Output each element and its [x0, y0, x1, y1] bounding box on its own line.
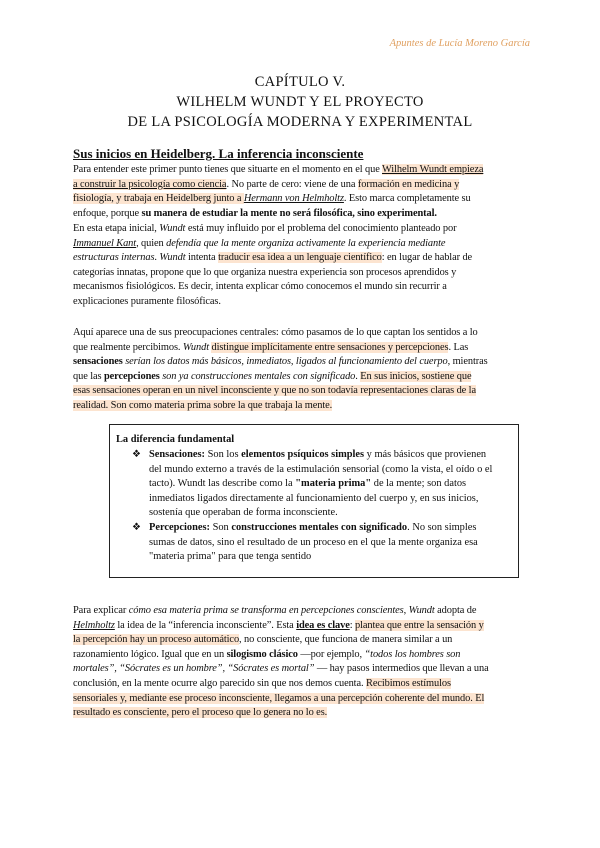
chapter-number: CAPÍTULO V. [254, 74, 346, 90]
text: , no consciente, que funciona de manera similar a un [239, 634, 453, 646]
italic-text: mortales”, “Sócrates es un hombre”, “Sócrates es mortal” [73, 663, 315, 675]
highlight: resultado es consciente, pero el proceso que lo genera no lo es. [73, 707, 328, 719]
text: Para explicar [73, 605, 129, 616]
text: Para entender este primer punto tienes que situarte en el momento en el que [73, 164, 383, 175]
text: Son [209, 522, 232, 533]
text: . Las [448, 341, 469, 353]
highlight: plantea que entre la sensación y [355, 619, 484, 631]
highlight: sensoriales y, mediante ese proceso inconsciente, llegamos a una percepción coherente del mundo. El [73, 692, 485, 704]
chapter-title-line-1: WILHELM WUNDT Y EL PROYECTO [176, 94, 424, 110]
paragraph-4 [73, 604, 525, 721]
text: : [349, 619, 356, 631]
text: conclusión, en la mente ocurre algo parecido sin que nos demos cuenta. [73, 677, 366, 689]
highlight: fisiología, y trabaja en Heidelberg junto a [73, 193, 244, 205]
highlight: distingue implícitamente entre sensaciones y percepciones [211, 341, 449, 353]
text: del mundo externo a través de la estimulación sensorial (como la vista, el oído o el [149, 463, 493, 475]
text: inmediatos ligados directamente al funcionamiento del cuerpo y, en sus inicios, [149, 492, 479, 504]
highlight: esas sensaciones operan en un nivel inconsciente y que no son todavía representaciones claras de la [73, 385, 476, 397]
person-name: Wundt [182, 341, 209, 353]
paragraph-3 [73, 326, 525, 414]
text: Son los [205, 449, 242, 460]
section-heading: Sus inicios en Heidelberg. La inferencia inconsciente [73, 146, 364, 161]
text: que realmente percibimos. [73, 341, 183, 353]
text: y más básicos que provienen [364, 449, 487, 460]
text: — hay pasos intermedios que llevan a una [314, 663, 489, 675]
text: de la mente; son datos [371, 478, 467, 490]
italic-text: son ya construcciones mentales con significado [159, 370, 356, 382]
text: tacto). Wundt las describe como la [149, 478, 296, 490]
text: Aquí aparece una de sus preocupaciones centrales: cómo pasamos de lo que captan los sentidos a lo [73, 327, 478, 338]
person-name: Helmholtz [73, 619, 115, 631]
diamond-bullet-icon: ❖ [132, 449, 141, 460]
bold-text: elementos psíquicos simples [241, 449, 365, 460]
person-name: Hermann von Helmholtz [243, 193, 344, 205]
bold-text: idea es clave [296, 619, 350, 631]
text: categorías innatas, propone que lo que organiza nuestra experiencia son procesos aprendidos y [73, 266, 457, 278]
bold-text: su manera de estudiar la mente no será filosófica, sino experimental. [141, 207, 437, 219]
text: . [355, 370, 361, 382]
text: , quien [136, 237, 167, 249]
bold-text: "materia prima" [295, 478, 372, 490]
italic-text: “todos los hombres son [364, 648, 461, 660]
highlight: formación en medicina y [357, 178, 460, 190]
text: explicaciones puramente filosóficas. [73, 295, 221, 307]
text: intenta [185, 252, 219, 264]
text: que las [73, 370, 104, 382]
text: está muy influido por el problema del conocimiento planteado por [185, 223, 457, 234]
text: mecanismos fisiológicos. Es decir, intenta explicar cómo conocemos el mundo sin recurrir a [73, 281, 447, 293]
text: —por ejemplo, [297, 648, 365, 660]
paragraph-2 [73, 222, 525, 310]
diamond-bullet-icon: ❖ [132, 522, 141, 533]
bold-text: construcciones mentales con significado [231, 522, 408, 533]
highlight: Wilhelm Wundt empieza [382, 164, 484, 175]
text: , mientras [447, 356, 488, 368]
text: En esta etapa inicial, [73, 223, 160, 234]
bold-text: percepciones [103, 370, 160, 382]
paragraph-1 [73, 163, 525, 221]
text: sostenía que operaban de forma inconsciente. [149, 507, 338, 519]
italic-text: estructuras internas [73, 252, 155, 264]
text: la idea de la “inferencia inconsciente”. Esta [114, 619, 297, 631]
text: , [403, 605, 409, 616]
person-name: Wundt [159, 223, 186, 234]
person-name: Wundt [408, 605, 435, 616]
summary-box [109, 424, 519, 578]
text: "materia prima" para que tenga sentido [149, 551, 312, 563]
text: : en lugar de hablar de [381, 252, 473, 264]
highlight: a construir la psicología como ciencia [73, 178, 227, 190]
highlight: realidad. Son como materia prima sobre la que trabaja la mente. [73, 399, 333, 411]
text: . No parte de cero: viene de una [226, 178, 358, 190]
highlight: Recibimos estímulos [365, 677, 451, 689]
highlight: traducir esa idea a un lenguaje científico [218, 252, 382, 264]
text: . [154, 252, 160, 264]
bold-text: silogismo clásico [226, 648, 298, 660]
text: adopta de [434, 605, 477, 616]
text: enfoque, porque [73, 207, 142, 219]
text: razonamiento lógico. Igual que en un [73, 648, 227, 660]
highlight: la percepción hay un proceso automático [73, 634, 240, 646]
italic-text: serían los datos más básicos, inmediatos, ligados al funcionamiento del cuerpo [122, 356, 448, 368]
italic-text: defendía que la mente organiza activamente la experiencia mediante [166, 237, 446, 249]
text: . Esto marca completamente su [343, 193, 471, 205]
italic-text: cómo esa materia prima se transforma en percepciones conscientes [128, 605, 404, 616]
bullet-label: Percepciones: [149, 522, 210, 533]
box-title: La diferencia fundamental [116, 434, 235, 445]
bullet-label: Sensaciones: [149, 449, 205, 460]
chapter-title-line-2: DE LA PSICOLOGÍA MODERNA Y EXPERIMENTAL [127, 114, 473, 130]
bold-text: sensaciones [73, 356, 123, 368]
text: . No son simples [407, 522, 477, 533]
person-name: Immanuel Kant [73, 237, 137, 249]
chapter-title [0, 72, 600, 132]
highlight: En sus inicios, sostiene que [360, 370, 472, 382]
text: sumas de datos, sino el resultado de un proceso en el que la mente organiza esa [149, 536, 478, 548]
person-name: Wundt [159, 252, 186, 264]
author-header: Apuntes de Lucía Moreno García [389, 38, 530, 49]
